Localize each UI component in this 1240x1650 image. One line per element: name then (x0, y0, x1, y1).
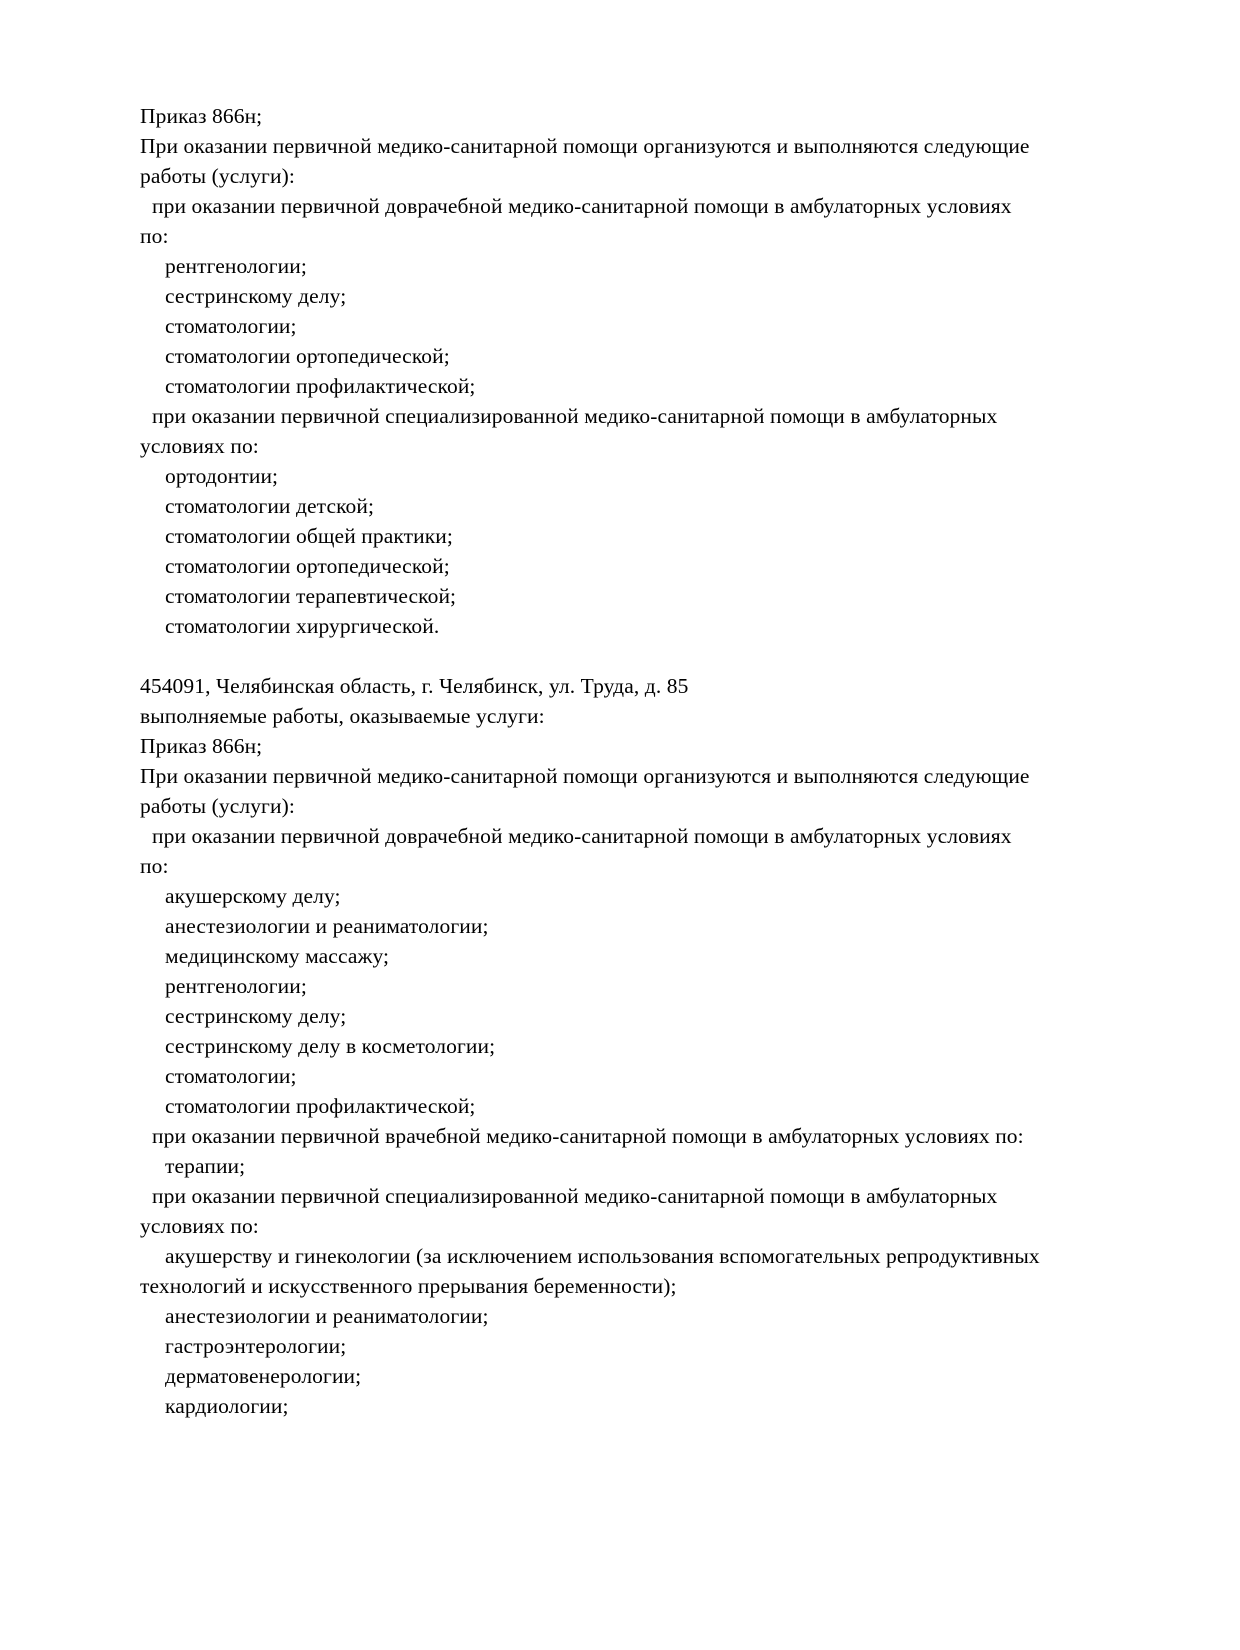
text-line: при оказании первичной специализированной медико-санитарной помощи в амбулаторных (152, 404, 998, 428)
text-line: сестринскому делу; (165, 1004, 347, 1028)
text-line: сестринскому делу в косметологии; (165, 1034, 496, 1058)
text-line: стоматологии детской; (165, 494, 375, 518)
text-line: стоматологии хирургической. (165, 614, 440, 638)
text-line: При оказании первичной медико-санитарной помощи организуются и выполняются следующие (140, 764, 1030, 788)
text-line: При оказании первичной медико-санитарной помощи организуются и выполняются следующие (140, 134, 1030, 158)
text-line: рентгенологии; (165, 254, 307, 278)
text-line: условиях по: (140, 434, 259, 458)
text-line: условиях по: (140, 1214, 259, 1238)
text-line: стоматологии общей практики; (165, 524, 453, 548)
text-line: терапии; (165, 1154, 246, 1178)
text-line: анестезиологии и реаниматологии; (165, 1304, 489, 1328)
text-line: технологий и искусственного прерывания беременности); (140, 1274, 677, 1298)
text-line: при оказании первичной доврачебной медико-санитарной помощи в амбулаторных условиях (152, 824, 1012, 848)
text-line: работы (услуги): (140, 164, 295, 188)
text-line (140, 641, 1200, 671)
text-line: стоматологии профилактической; (165, 374, 476, 398)
text-line: по: (140, 854, 169, 878)
text-line: акушерству и гинекологии (за исключением использования вспомогательных репродуктивных (165, 1244, 1040, 1268)
text-line: стоматологии профилактической; (165, 1094, 476, 1118)
text-line: гастроэнтерологии; (165, 1334, 347, 1358)
text-line: ортодонтии; (165, 464, 279, 488)
text-line: акушерскому делу; (165, 884, 341, 908)
text-line: 454091, Челябинская область, г. Челябинск, ул. Труда, д. 85 (140, 674, 689, 698)
text-line: стоматологии; (165, 314, 297, 338)
text-line: медицинскому массажу; (165, 944, 390, 968)
document-lines (140, 101, 1200, 1421)
text-line: при оказании первичной доврачебной медико-санитарной помощи в амбулаторных условиях (152, 194, 1012, 218)
text-line: стоматологии ортопедической; (165, 554, 450, 578)
text-line: Приказ 866н; (140, 104, 263, 128)
text-line: при оказании первичной врачебной медико-санитарной помощи в амбулаторных условиях по: (152, 1124, 1024, 1148)
text-line: работы (услуги): (140, 794, 295, 818)
text-line: кардиологии; (165, 1394, 289, 1418)
text-line: анестезиологии и реаниматологии; (165, 914, 489, 938)
text-line: при оказании первичной специализированной медико-санитарной помощи в амбулаторных (152, 1184, 998, 1208)
text-line: рентгенологии; (165, 974, 307, 998)
text-line: стоматологии ортопедической; (165, 344, 450, 368)
text-line: выполняемые работы, оказываемые услуги: (140, 704, 545, 728)
text-line: сестринскому делу; (165, 284, 347, 308)
text-line: дерматовенерологии; (165, 1364, 362, 1388)
text-line: по: (140, 224, 169, 248)
text-line: стоматологии; (165, 1064, 297, 1088)
text-line: Приказ 866н; (140, 734, 263, 758)
text-line: стоматологии терапевтической; (165, 584, 457, 608)
